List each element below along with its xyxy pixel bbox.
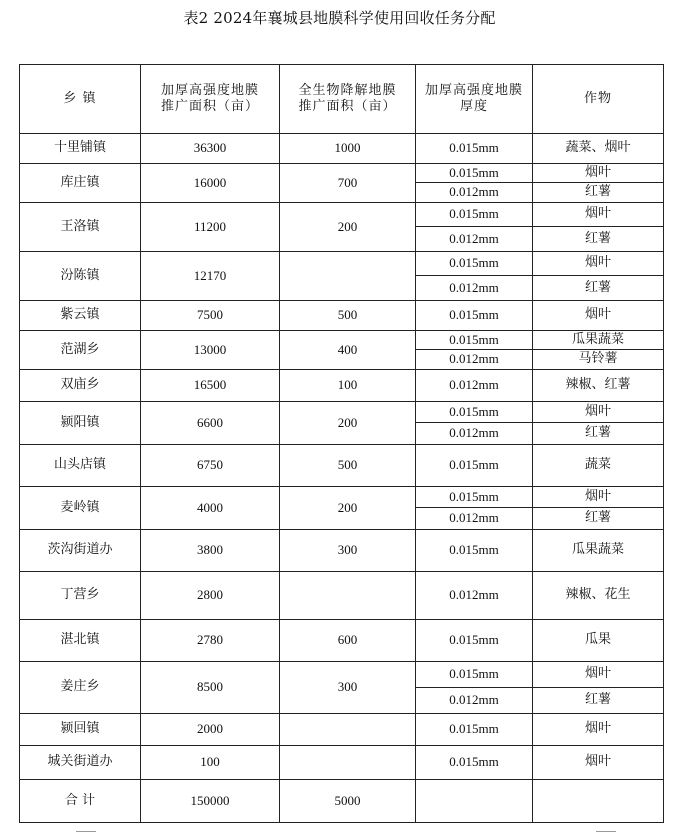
table-row	[20, 331, 664, 350]
table-row	[20, 746, 664, 780]
table-row	[20, 301, 664, 331]
cell-crop: 辣椒、花生	[533, 572, 664, 620]
cell-town: 库庄镇	[20, 164, 141, 203]
header-crop: 作物	[533, 65, 664, 134]
cell-crop: 马铃薯	[533, 350, 664, 370]
cell-bio-area: 500	[280, 445, 416, 487]
cell-crop: 红薯	[533, 183, 664, 203]
cell-bio-area: 700	[280, 164, 416, 203]
cell-thick-area: 2800	[141, 572, 280, 620]
cell-bio-area: 600	[280, 620, 416, 662]
header-bio-area: 全生物降解地膜 推广面积（亩）	[280, 65, 416, 134]
cell-bio-area: 200	[280, 203, 416, 252]
cell-bio-area: 100	[280, 370, 416, 402]
cell-thickness: 0.015mm	[416, 134, 533, 164]
cell-town: 王洛镇	[20, 203, 141, 252]
cell-bio-area: 300	[280, 530, 416, 572]
cell-town: 颍阳镇	[20, 402, 141, 445]
cell-crop: 红薯	[533, 423, 664, 445]
cell-thickness: 0.012mm	[416, 276, 533, 301]
cell-crop: 辣椒、红薯	[533, 370, 664, 402]
cell-town: 湛北镇	[20, 620, 141, 662]
cell-thickness: 0.015mm	[416, 301, 533, 331]
total-bio-area: 5000	[280, 780, 416, 823]
cell-town: 颍回镇	[20, 714, 141, 746]
cell-thickness: 0.015mm	[416, 445, 533, 487]
table-row	[20, 445, 664, 487]
cell-crop: 蔬菜	[533, 445, 664, 487]
table-row	[20, 402, 664, 423]
cell-town: 十里铺镇	[20, 134, 141, 164]
cell-thick-area: 4000	[141, 487, 280, 530]
table-row	[20, 714, 664, 746]
cell-crop: 红薯	[533, 276, 664, 301]
cell-thick-area: 6600	[141, 402, 280, 445]
table-title: 表2 2024年襄城县地膜科学使用回收任务分配	[183, 9, 496, 27]
cell-crop: 烟叶	[533, 164, 664, 183]
total-row	[20, 780, 664, 823]
total-thick-area: 150000	[141, 780, 280, 823]
cell-bio-area: 300	[280, 662, 416, 714]
cell-thickness: 0.012mm	[416, 423, 533, 445]
cell-town: 紫云镇	[20, 301, 141, 331]
cell-thick-area: 2000	[141, 714, 280, 746]
cell-thickness: 0.015mm	[416, 662, 533, 688]
cell-thick-area: 16500	[141, 370, 280, 402]
cell-crop: 红薯	[533, 227, 664, 252]
cell-thickness: 0.015mm	[416, 203, 533, 227]
table-row	[20, 134, 664, 164]
cell-crop: 瓜果	[533, 620, 664, 662]
cell-town: 汾陈镇	[20, 252, 141, 301]
table-row	[20, 620, 664, 662]
cell-thickness: 0.015mm	[416, 252, 533, 276]
cell-thickness: 0.015mm	[416, 620, 533, 662]
cell-thick-area: 8500	[141, 662, 280, 714]
header-thickness: 加厚高强度地膜 厚度	[416, 65, 533, 134]
total-crop	[533, 780, 664, 823]
cell-crop: 蔬菜、烟叶	[533, 134, 664, 164]
cell-crop: 烟叶	[533, 662, 664, 688]
cell-thickness: 0.012mm	[416, 350, 533, 370]
cell-bio-area	[280, 746, 416, 780]
cell-crop: 瓜果蔬菜	[533, 530, 664, 572]
cell-thick-area: 16000	[141, 164, 280, 203]
table-row	[20, 572, 664, 620]
cell-bio-area	[280, 714, 416, 746]
cell-crop: 烟叶	[533, 487, 664, 508]
total-label: 合 计	[20, 780, 141, 823]
cell-town: 城关街道办	[20, 746, 141, 780]
cell-thickness: 0.015mm	[416, 746, 533, 780]
cell-town: 茨沟街道办	[20, 530, 141, 572]
cell-bio-area: 200	[280, 487, 416, 530]
cell-bio-area: 400	[280, 331, 416, 370]
cell-thickness: 0.015mm	[416, 164, 533, 183]
cell-thickness: 0.012mm	[416, 572, 533, 620]
cell-crop: 烟叶	[533, 252, 664, 276]
cell-bio-area: 200	[280, 402, 416, 445]
cell-thickness: 0.012mm	[416, 183, 533, 203]
cell-crop: 烟叶	[533, 402, 664, 423]
cell-crop: 烟叶	[533, 746, 664, 780]
cell-thick-area: 12170	[141, 252, 280, 301]
total-thickness	[416, 780, 533, 823]
cell-crop: 烟叶	[533, 714, 664, 746]
cell-thick-area: 36300	[141, 134, 280, 164]
cell-town: 姜庄乡	[20, 662, 141, 714]
cell-thick-area: 6750	[141, 445, 280, 487]
table-row	[20, 530, 664, 572]
cell-bio-area	[280, 252, 416, 301]
cell-thickness: 0.015mm	[416, 714, 533, 746]
cell-town: 麦岭镇	[20, 487, 141, 530]
cell-bio-area: 1000	[280, 134, 416, 164]
header-town: 乡 镇	[20, 65, 141, 134]
table-row	[20, 662, 664, 688]
cell-crop: 红薯	[533, 508, 664, 530]
table-row	[20, 252, 664, 276]
cell-thick-area: 13000	[141, 331, 280, 370]
cell-crop: 瓜果蔬菜	[533, 331, 664, 350]
page-edge-mark-left	[76, 831, 96, 835]
cell-thickness: 0.015mm	[416, 487, 533, 508]
cell-thickness: 0.012mm	[416, 688, 533, 714]
cell-thickness: 0.012mm	[416, 508, 533, 530]
table-row	[20, 370, 664, 402]
cell-thick-area: 2780	[141, 620, 280, 662]
cell-thickness: 0.012mm	[416, 227, 533, 252]
cell-town: 双庙乡	[20, 370, 141, 402]
cell-thickness: 0.015mm	[416, 530, 533, 572]
page-edge-mark-right	[596, 831, 616, 835]
header-thick-area: 加厚高强度地膜 推广面积（亩）	[141, 65, 280, 134]
cell-town: 山头店镇	[20, 445, 141, 487]
cell-town: 范湖乡	[20, 331, 141, 370]
cell-thick-area: 100	[141, 746, 280, 780]
cell-thick-area: 7500	[141, 301, 280, 331]
cell-crop: 烟叶	[533, 301, 664, 331]
table-row	[20, 203, 664, 227]
cell-thickness: 0.015mm	[416, 331, 533, 350]
cell-crop: 红薯	[533, 688, 664, 714]
cell-thickness: 0.015mm	[416, 402, 533, 423]
cell-thick-area: 3800	[141, 530, 280, 572]
cell-town: 丁营乡	[20, 572, 141, 620]
table-row	[20, 487, 664, 508]
table-row	[20, 164, 664, 183]
cell-bio-area	[280, 572, 416, 620]
cell-thick-area: 11200	[141, 203, 280, 252]
cell-crop: 烟叶	[533, 203, 664, 227]
task-allocation-table	[19, 64, 664, 823]
header-row	[20, 65, 664, 134]
cell-bio-area: 500	[280, 301, 416, 331]
cell-thickness: 0.012mm	[416, 370, 533, 402]
